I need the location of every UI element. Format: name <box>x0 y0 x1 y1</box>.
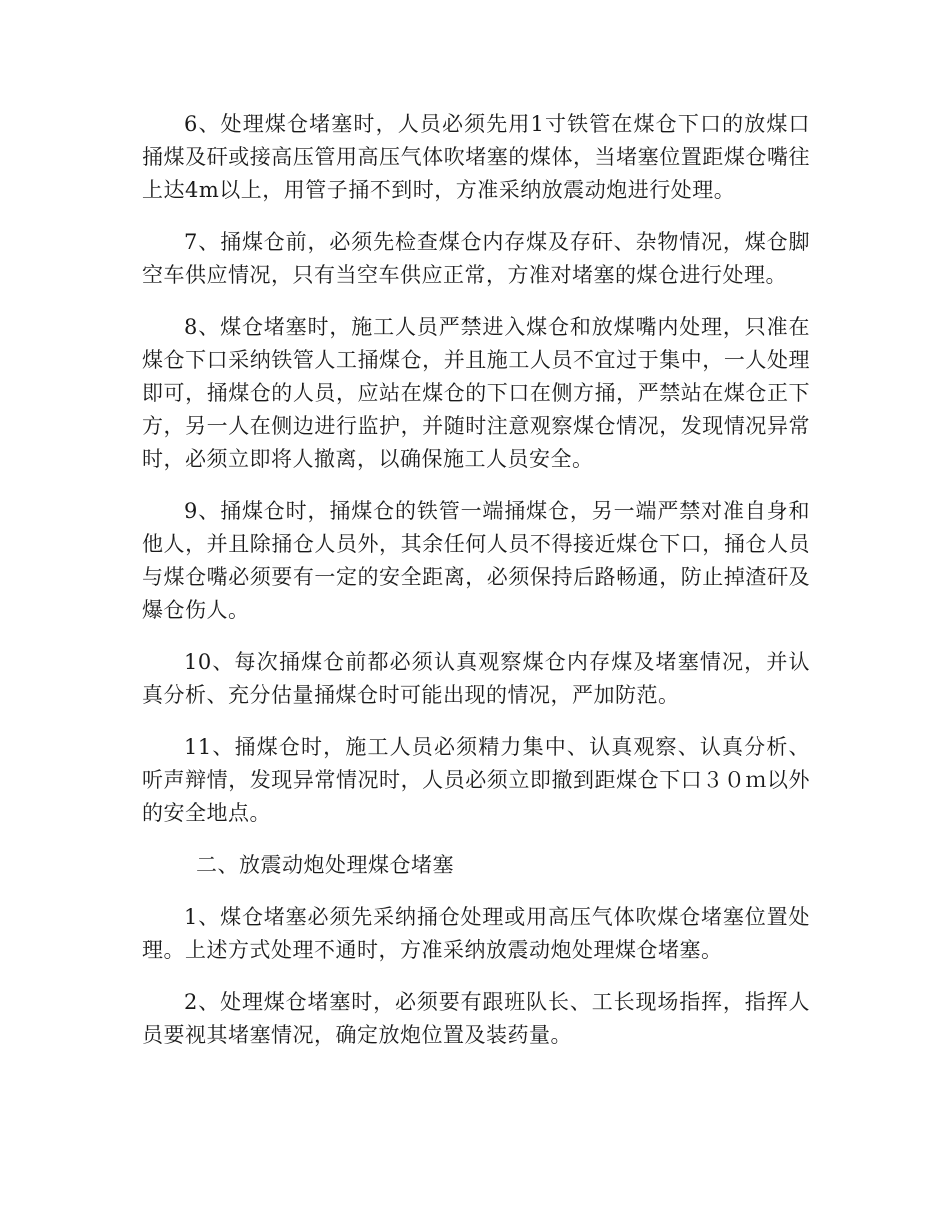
document-body <box>142 108 810 1071</box>
section-heading: 二、放震动炮处理煤仓堵塞 <box>196 853 454 877</box>
paragraph-item-9: 9、捅煤仓时，捅煤仓的铁管一端捅煤仓，另一端严禁对准自身和他人，并且除捅仓人员外，其余任何人员不得接近煤仓下口，捅仓人员与煤仓嘴必须要有一定的安全距离，必须保持后路畅通，防止掉渣矸及爆仓伤人。 <box>142 499 810 622</box>
paragraph-item-8: 8、煤仓堵塞时，施工人员严禁进入煤仓和放煤嘴内处理，只准在煤仓下口采纳铁管人工捅煤仓，并且施工人员不宜过于集中，一人处理即可，捅煤仓的人员，应站在煤仓的下口在侧方捅，严禁站在煤仓正下方，另一人在侧边进行监护，并随时注意观察煤仓情况，发现情况异常时，必须立即将人撤离，以确保施工人员安全。 <box>142 315 810 471</box>
paragraph-item-6: 6、处理煤仓堵塞时，人员必须先用1寸铁管在煤仓下口的放煤口捅煤及矸或接高压管用高压气体吹堵塞的煤体，当堵塞位置距煤仓嘴往上达4m以上，用管子捅不到时，方准采纳放震动炮进行处理。 <box>142 112 810 202</box>
section-paragraph-2: 2、处理煤仓堵塞时，必须要有跟班队长、工长现场指挥，指挥人员要视其堵塞情况，确定放炮位置及装药量。 <box>142 990 810 1047</box>
paragraph-item-10: 10、每次捅煤仓前都必须认真观察煤仓内存煤及堵塞情况，并认真分析、充分估量捅煤仓时可能出现的情况，严加防范。 <box>142 650 810 707</box>
section-paragraph-1: 1、煤仓堵塞必须先采纳捅仓处理或用高压气体吹煤仓堵塞位置处理。上述方式处理不通时，方准采纳放震动炮处理煤仓堵塞。 <box>142 905 810 962</box>
paragraph-item-7: 7、捅煤仓前，必须先检查煤仓内存煤及存矸、杂物情况，煤仓脚空车供应情况，只有当空车供应正常，方准对堵塞的煤仓进行处理。 <box>142 230 810 287</box>
paragraph-item-11: 11、捅煤仓时，施工人员必须精力集中、认真观察、认真分析、听声辩情，发现异常情况时，人员必须立即撤到距煤仓下口３０ｍ以外的安全地点。 <box>142 735 810 825</box>
